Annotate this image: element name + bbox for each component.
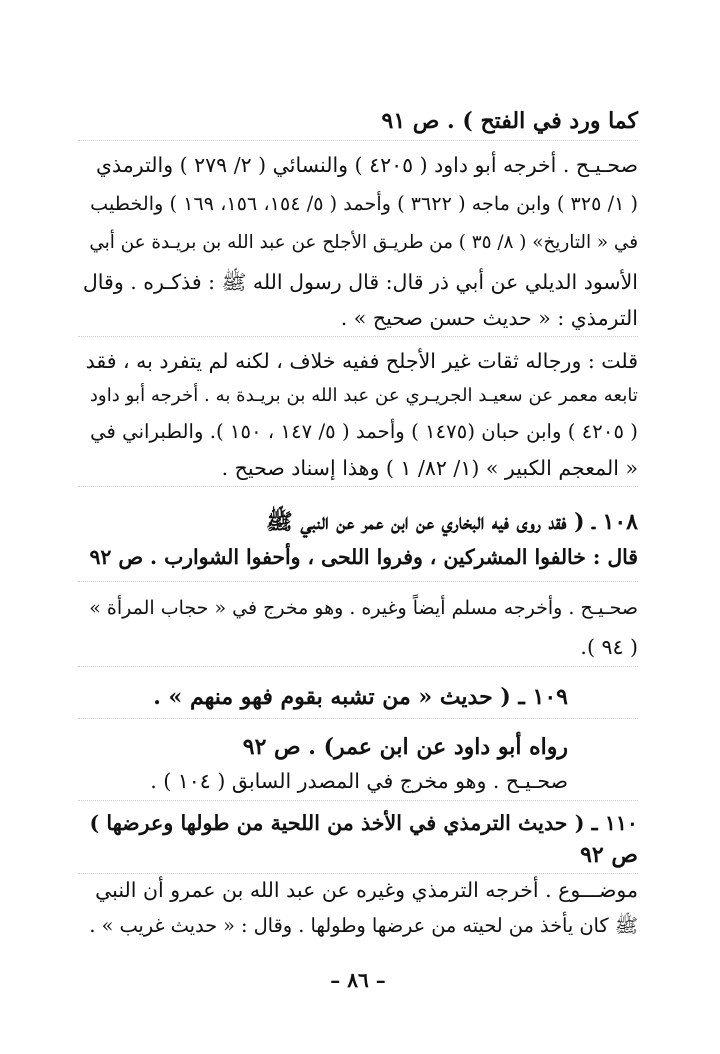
- commentary-line: تابعه معمر عن سعيـد الجريـري عن عبد الله بن بريـدة به . أخرجه أبو داود: [89, 385, 638, 406]
- separator-rule: [78, 581, 638, 582]
- hadith-heading-line: ١٠٩ ـ ( حديث « من تشبه بقوم فهو منهم » .: [153, 684, 568, 710]
- separator-rule: [78, 666, 638, 667]
- hadith-heading-line: رواه أبو داود عن ابن عمر) . ص ٩٢: [242, 734, 568, 760]
- commentary-line: صحـيـح . أخرجه أبو داود ( ٤٢٠٥ ) والنسائي ( ٢/ ٢٧٩ ) والترمذي: [96, 153, 638, 177]
- hadith-heading-line: قال : خالفوا المشركين ، وفروا اللحى ، وأحفوا الشوارب . ص ٩٢: [89, 545, 638, 569]
- hadith-heading-line: ١١٠ ـ ( حديث الترمذي في الأخذ من اللحية من طولها وعرضها ): [89, 811, 638, 835]
- commentary-line: صحـيـح . وهو مخرج في المصدر السابق ( ١٠٤ ) .: [150, 769, 568, 793]
- commentary-line: « المعجم الكبير » (١/ ٨٢/ ١ ) وهذا إسناد صحيح .: [221, 456, 638, 480]
- hadith-heading-line: كما ورد في الفتح ) . ص ٩١: [381, 108, 638, 134]
- commentary-line: الترمذي : « حديث حسن صحيح » .: [340, 306, 638, 330]
- commentary-line: في « التاريخ» ( ٨/ ٣٥ ) من طريـق الأجلح عن عبد الله بن بريـدة عن أبي: [89, 232, 638, 253]
- separator-rule: [78, 140, 638, 141]
- commentary-line: ( ٩٤ ).: [580, 635, 638, 659]
- commentary-line: ( ٤٢٠٥ ) وابن حبان (١٤٧٥ ) وأحمد ( ٥/ ١٤٧ ، ١٥٠ ). والطبراني في: [90, 420, 638, 443]
- hadith-heading-line: ص ٩٢: [580, 842, 638, 868]
- page-number: – ٨٦ –: [330, 968, 386, 992]
- commentary-line: ( ١/ ٣٢٥ ) وابن ماجه ( ٣٦٢٢ ) وأحمد ( ٥/ ١٥٤، ١٥٦، ١٦٩ ) والخطيب: [90, 192, 638, 215]
- separator-rule: [78, 800, 638, 801]
- separator-rule: [78, 873, 638, 874]
- commentary-line: صحـيـح . وأخرجه مسلم أيضاً وغيره . وهو مخرج في « حجاب المرأة »: [89, 597, 638, 619]
- commentary-line: موضـــوع . أخرجه الترمذي وغيره عن عبد الله بن عمرو أن النبي: [95, 878, 638, 902]
- hadith-heading-line: ١٠٨ ـ ( فقد روى فيه البخاري عن ابن عمر عن النبي ﷺ: [266, 509, 638, 535]
- commentary-line: ﷺ كان يأخذ من لحيته من عرضها وطولها . وقال : « حديث غريب » .: [89, 914, 638, 937]
- separator-rule: [78, 718, 638, 719]
- separator-rule: [78, 336, 638, 337]
- document-page: [78, 88, 638, 1028]
- separator-rule: [78, 486, 638, 487]
- commentary-line: قلت : ورجاله ثقات غير الأجلح ففيه خلاف ، لكنه لم يتفرد به ، فقد: [85, 349, 638, 373]
- commentary-line: الأسود الديلي عن أبي ذر قال: قال رسول الله ﷺ : فذكـره . وقال: [82, 270, 638, 294]
